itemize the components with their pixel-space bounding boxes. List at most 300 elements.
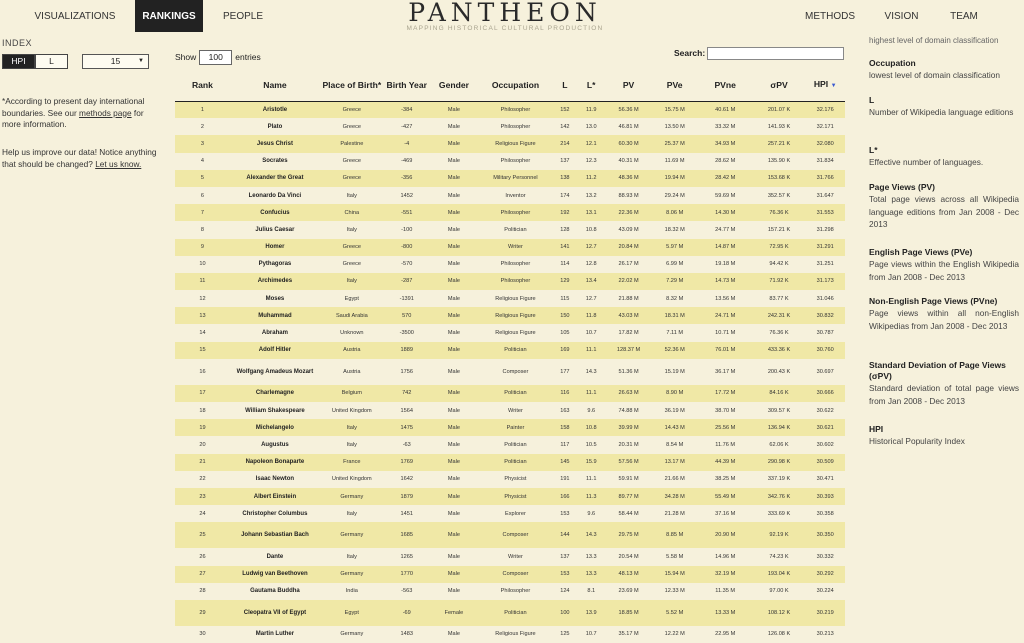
- cell-l: 100: [553, 600, 577, 626]
- col-gender[interactable]: Gender: [430, 70, 478, 101]
- cell-gender: Male: [430, 153, 478, 170]
- cell-gender: Male: [430, 419, 478, 436]
- cell-l-star: 10.8: [577, 419, 606, 436]
- cell-pvne: 14.30 M: [698, 204, 753, 221]
- cell-pv: 17.82 M: [606, 324, 652, 341]
- cell-hpi: 32.171: [805, 118, 845, 135]
- cell-pvne: 24.77 M: [698, 221, 753, 238]
- cell-name[interactable]: Jesus Christ: [230, 135, 320, 152]
- cell-l-star: 14.3: [577, 522, 606, 548]
- cell-gender: Male: [430, 118, 478, 135]
- cell-occupation: Politician: [478, 454, 553, 471]
- cell-pvne: 17.72 M: [698, 385, 753, 402]
- cell-l: 153: [553, 566, 577, 583]
- table-header: [175, 70, 845, 101]
- cell-pvne: 20.90 M: [698, 522, 753, 548]
- cell-l: 105: [553, 324, 577, 341]
- cell-l: 124: [553, 583, 577, 600]
- cell-sigma-pv: 433.36 K: [753, 342, 806, 359]
- cell-l-star: 15.9: [577, 454, 606, 471]
- cell-pve: 52.36 M: [652, 342, 698, 359]
- cell-name[interactable]: Cleopatra VII of Egypt: [230, 600, 320, 626]
- index-hpi-button[interactable]: HPI: [2, 54, 35, 69]
- cell-name[interactable]: Socrates: [230, 153, 320, 170]
- cell-name[interactable]: Alexander the Great: [230, 170, 320, 187]
- cell-place: United Kingdom: [320, 471, 384, 488]
- cell-hpi: 30.666: [805, 385, 845, 402]
- cell-sigma-pv: 92.19 K: [753, 522, 806, 548]
- cell-place: Greece: [320, 170, 384, 187]
- cell-sigma-pv: 290.98 K: [753, 454, 806, 471]
- cell-pv: 22.36 M: [606, 204, 652, 221]
- cell-pv: 26.63 M: [606, 385, 652, 402]
- cell-hpi: 32.176: [805, 101, 845, 118]
- pantheon-logo[interactable]: [380, 0, 630, 32]
- cell-pv: 20.31 M: [606, 436, 652, 453]
- nav-rankings[interactable]: RANKINGS: [135, 0, 203, 32]
- cell-occupation: Religious Figure: [478, 307, 553, 324]
- entries-select[interactable]: 100: [199, 50, 232, 65]
- cell-pvne: 10.71 M: [698, 324, 753, 341]
- cell-l-star: 11.2: [577, 170, 606, 187]
- cell-l-star: 11.1: [577, 385, 606, 402]
- cell-gender: Male: [430, 307, 478, 324]
- cell-rank: 6: [175, 187, 230, 204]
- cell-hpi: 30.292: [805, 566, 845, 583]
- cell-occupation: Philosopher: [478, 118, 553, 135]
- cell-rank: 23: [175, 488, 230, 505]
- cell-l-star: 11.3: [577, 488, 606, 505]
- cell-occupation: Composer: [478, 566, 553, 583]
- cell-occupation: Writer: [478, 402, 553, 419]
- cell-birth-year: 1452: [384, 187, 430, 204]
- cell-pve: 8.90 M: [652, 385, 698, 402]
- table-row[interactable]: [175, 626, 845, 643]
- cell-birth-year: 1685: [384, 522, 430, 548]
- cell-l: 152: [553, 101, 577, 118]
- table-row[interactable]: [175, 454, 845, 471]
- cell-gender: Male: [430, 101, 478, 118]
- cell-pvne: 32.19 M: [698, 566, 753, 583]
- cell-birth-year: 1483: [384, 626, 430, 643]
- cell-pve: 21.66 M: [652, 471, 698, 488]
- cell-gender: Male: [430, 273, 478, 290]
- cell-pvne: 22.95 M: [698, 626, 753, 643]
- cell-sigma-pv: 337.19 K: [753, 471, 806, 488]
- cell-l-star: 14.3: [577, 359, 606, 385]
- table-row[interactable]: [175, 101, 845, 118]
- cell-l-star: 8.1: [577, 583, 606, 600]
- table-row[interactable]: [175, 221, 845, 238]
- cell-pvne: 76.01 M: [698, 342, 753, 359]
- cell-name[interactable]: Martin Luther: [230, 626, 320, 643]
- entries-label: entries: [235, 51, 261, 62]
- cell-hpi: 31.298: [805, 221, 845, 238]
- cell-gender: Male: [430, 290, 478, 307]
- col-rank[interactable]: Rank: [175, 70, 230, 101]
- cell-pv: 43.09 M: [606, 221, 652, 238]
- cell-pvne: 55.49 M: [698, 488, 753, 505]
- table-row[interactable]: [175, 135, 845, 152]
- cell-name[interactable]: Confucius: [230, 204, 320, 221]
- glossary-desc: Total page views across all Wikipedia language editions from Jan 2008 - Dec 2013: [869, 194, 1019, 229]
- cell-pve: 7.29 M: [652, 273, 698, 290]
- glossary-title: Page Views (PV): [869, 182, 935, 192]
- cell-sigma-pv: 136.94 K: [753, 419, 806, 436]
- cell-name[interactable]: Charlemagne: [230, 385, 320, 402]
- cell-gender: Female: [430, 600, 478, 626]
- cell-l: 174: [553, 187, 577, 204]
- nav-visualizations[interactable]: VISUALIZATIONS: [34, 11, 116, 22]
- cell-place: Greece: [320, 101, 384, 118]
- cell-rank: 7: [175, 204, 230, 221]
- boundaries-text-end: for more information.: [2, 107, 144, 129]
- cell-pv: 46.81 M: [606, 118, 652, 135]
- cell-pvne: 13.33 M: [698, 600, 753, 626]
- cell-birth-year: 1769: [384, 454, 430, 471]
- cell-occupation: Composer: [478, 522, 553, 548]
- cell-name[interactable]: Napoleon Bonaparte: [230, 454, 320, 471]
- cell-pvne: 36.17 M: [698, 359, 753, 385]
- chevron-down-icon: ▼: [138, 58, 144, 64]
- cell-name[interactable]: Homer: [230, 239, 320, 256]
- table-row[interactable]: [175, 385, 845, 402]
- cell-rank: 4: [175, 153, 230, 170]
- cell-hpi: 30.622: [805, 402, 845, 419]
- cell-occupation: Religious Figure: [478, 290, 553, 307]
- cell-name[interactable]: Pythagoras: [230, 256, 320, 273]
- boundaries-text: *According to present day international boundaries. See our: [2, 96, 145, 118]
- methods-page-link[interactable]: methods page: [79, 107, 132, 118]
- cell-name[interactable]: Wolfgang Amadeus Mozart: [230, 359, 320, 385]
- col-name[interactable]: Name: [230, 70, 320, 101]
- table-row[interactable]: [175, 488, 845, 505]
- table-row[interactable]: [175, 419, 845, 436]
- nav-team[interactable]: TEAM: [950, 11, 978, 22]
- cell-place: Greece: [320, 239, 384, 256]
- count-select[interactable]: [82, 54, 149, 69]
- cell-pvne: 11.76 M: [698, 436, 753, 453]
- cell-sigma-pv: 71.92 K: [753, 273, 806, 290]
- col-pve[interactable]: PVe: [652, 70, 698, 101]
- table-row[interactable]: [175, 324, 845, 341]
- cell-sigma-pv: 201.07 K: [753, 101, 806, 118]
- cell-gender: Male: [430, 471, 478, 488]
- cell-l: 145: [553, 454, 577, 471]
- cell-sigma-pv: 309.57 K: [753, 402, 806, 419]
- cell-l: 158: [553, 419, 577, 436]
- cell-l-star: 13.4: [577, 273, 606, 290]
- glossary-item: [869, 360, 1019, 407]
- table-row[interactable]: [175, 170, 845, 187]
- cell-rank: 20: [175, 436, 230, 453]
- col-pvne[interactable]: PVne: [698, 70, 753, 101]
- cell-sigma-pv: 242.31 K: [753, 307, 806, 324]
- glossary-item: [869, 247, 1019, 283]
- cell-birth-year: -4: [384, 135, 430, 152]
- cell-name[interactable]: Johann Sebastian Bach: [230, 522, 320, 548]
- cell-gender: Male: [430, 583, 478, 600]
- cell-birth-year: -69: [384, 600, 430, 626]
- nav-vision[interactable]: VISION: [884, 11, 919, 22]
- glossary-title: HPI: [869, 424, 884, 434]
- table-row[interactable]: [175, 566, 845, 583]
- cell-birth-year: -63: [384, 436, 430, 453]
- col-birth-year[interactable]: Birth Year: [384, 70, 430, 101]
- glossary-item: [869, 95, 1019, 119]
- cell-name[interactable]: Leonardo Da Vinci: [230, 187, 320, 204]
- table-row[interactable]: [175, 307, 845, 324]
- cell-birth-year: 1879: [384, 488, 430, 505]
- cell-pve: 11.69 M: [652, 153, 698, 170]
- cell-gender: Male: [430, 402, 478, 419]
- table-row[interactable]: [175, 204, 845, 221]
- cell-pve: 5.52 M: [652, 600, 698, 626]
- cell-pvne: 19.18 M: [698, 256, 753, 273]
- search-input[interactable]: [707, 47, 844, 60]
- cell-rank: 3: [175, 135, 230, 152]
- cell-place: Germany: [320, 522, 384, 548]
- table-row[interactable]: [175, 548, 845, 565]
- cell-l-star: 13.1: [577, 204, 606, 221]
- cell-birth-year: -3500: [384, 324, 430, 341]
- cell-pv: 39.99 M: [606, 419, 652, 436]
- cell-birth-year: 1564: [384, 402, 430, 419]
- table-row[interactable]: [175, 471, 845, 488]
- col-pv[interactable]: PV: [606, 70, 652, 101]
- cell-place: Palestine: [320, 135, 384, 152]
- cell-name[interactable]: Albert Einstein: [230, 488, 320, 505]
- table-row[interactable]: [175, 402, 845, 419]
- table-row[interactable]: [175, 600, 845, 626]
- table-row[interactable]: [175, 436, 845, 453]
- cell-name[interactable]: Christopher Columbus: [230, 505, 320, 522]
- cell-sigma-pv: 74.23 K: [753, 548, 806, 565]
- cell-l-star: 12.7: [577, 290, 606, 307]
- table-row[interactable]: [175, 522, 845, 548]
- cell-place: India: [320, 583, 384, 600]
- cell-pve: 15.19 M: [652, 359, 698, 385]
- cell-hpi: 30.471: [805, 471, 845, 488]
- cell-l-star: 13.2: [577, 187, 606, 204]
- cell-hpi: 31.766: [805, 170, 845, 187]
- cell-name[interactable]: William Shakespeare: [230, 402, 320, 419]
- cell-occupation: Composer: [478, 359, 553, 385]
- cell-birth-year: 1889: [384, 342, 430, 359]
- cell-pve: 8.06 M: [652, 204, 698, 221]
- cell-gender: Male: [430, 548, 478, 565]
- show-label: Show: [175, 51, 197, 62]
- cell-occupation: Physicist: [478, 488, 553, 505]
- cell-pvne: 24.71 M: [698, 307, 753, 324]
- cell-pv: 60.30 M: [606, 135, 652, 152]
- glossary-desc: Page views within the English Wikipedia from Jan 2008 - Dec 2013: [869, 259, 1019, 282]
- cell-occupation: Politician: [478, 600, 553, 626]
- cell-occupation: Physicist: [478, 471, 553, 488]
- cell-pve: 7.11 M: [652, 324, 698, 341]
- cell-name[interactable]: Aristotle: [230, 101, 320, 118]
- nav-people[interactable]: PEOPLE: [222, 11, 264, 22]
- cell-occupation: Politician: [478, 436, 553, 453]
- cell-name[interactable]: Archimedes: [230, 273, 320, 290]
- cell-pv: 88.93 M: [606, 187, 652, 204]
- feedback-text: Help us improve our data! Notice anything that should be changed?: [2, 147, 157, 169]
- cell-name[interactable]: Plato: [230, 118, 320, 135]
- cell-pve: 19.94 M: [652, 170, 698, 187]
- table-row[interactable]: [175, 505, 845, 522]
- col-hpi[interactable]: [805, 70, 845, 101]
- cell-l-star: 10.7: [577, 626, 606, 643]
- cell-pve: 6.99 M: [652, 256, 698, 273]
- table-row[interactable]: [175, 118, 845, 135]
- rankings-table: [175, 70, 845, 643]
- cell-rank: 13: [175, 307, 230, 324]
- cell-pv: 57.56 M: [606, 454, 652, 471]
- cell-place: Belgium: [320, 385, 384, 402]
- cell-l: 125: [553, 626, 577, 643]
- index-l-button[interactable]: L: [35, 54, 68, 69]
- table-row[interactable]: [175, 256, 845, 273]
- cell-name[interactable]: Augustus: [230, 436, 320, 453]
- cell-birth-year: -287: [384, 273, 430, 290]
- cell-sigma-pv: 97.00 K: [753, 583, 806, 600]
- cell-pve: 13.17 M: [652, 454, 698, 471]
- cell-rank: 10: [175, 256, 230, 273]
- cell-gender: Male: [430, 566, 478, 583]
- cell-hpi: 30.621: [805, 419, 845, 436]
- cell-l: 166: [553, 488, 577, 505]
- cell-birth-year: -570: [384, 256, 430, 273]
- cell-pve: 12.33 M: [652, 583, 698, 600]
- table-row[interactable]: [175, 187, 845, 204]
- cell-name[interactable]: Ludwig van Beethoven: [230, 566, 320, 583]
- cell-pve: 29.24 M: [652, 187, 698, 204]
- cell-rank: 27: [175, 566, 230, 583]
- cell-pv: 59.91 M: [606, 471, 652, 488]
- glossary-desc: Number of Wikipedia language editions: [869, 107, 1014, 117]
- cell-rank: 21: [175, 454, 230, 471]
- col-l-star[interactable]: L*: [577, 70, 606, 101]
- cell-rank: 9: [175, 239, 230, 256]
- cell-hpi: 31.834: [805, 153, 845, 170]
- cell-name[interactable]: Moses: [230, 290, 320, 307]
- cell-pve: 12.22 M: [652, 626, 698, 643]
- cell-name[interactable]: Gautama Buddha: [230, 583, 320, 600]
- count-value: 15: [110, 56, 121, 66]
- col-l[interactable]: L: [553, 70, 577, 101]
- cell-l-star: 12.3: [577, 153, 606, 170]
- table-row[interactable]: [175, 342, 845, 359]
- cell-hpi: 31.251: [805, 256, 845, 273]
- cell-place: France: [320, 454, 384, 471]
- cell-rank: 8: [175, 221, 230, 238]
- cell-birth-year: 570: [384, 307, 430, 324]
- cell-hpi: 30.393: [805, 488, 845, 505]
- cell-rank: 2: [175, 118, 230, 135]
- glossary-title: English Page Views (PVe): [869, 247, 973, 257]
- cell-l-star: 11.1: [577, 471, 606, 488]
- table-row[interactable]: [175, 239, 845, 256]
- glossary-title: L*: [869, 145, 878, 155]
- let-us-know-link[interactable]: Let us know.: [95, 158, 142, 169]
- col-sigma-pv[interactable]: σPV: [753, 70, 806, 101]
- cell-l: 142: [553, 118, 577, 135]
- table-row[interactable]: [175, 583, 845, 600]
- cell-name[interactable]: Dante: [230, 548, 320, 565]
- cell-name[interactable]: Muhammad: [230, 307, 320, 324]
- cell-l-star: 9.6: [577, 505, 606, 522]
- logo-title: PANTHEON: [408, 0, 602, 27]
- glossary-item: [869, 58, 1019, 82]
- table-row[interactable]: [175, 273, 845, 290]
- cell-l-star: 13.9: [577, 600, 606, 626]
- cell-gender: Male: [430, 359, 478, 385]
- col-occupation[interactable]: Occupation: [478, 70, 553, 101]
- col-hpi-label: HPI: [813, 79, 829, 90]
- cell-pv: 22.02 M: [606, 273, 652, 290]
- cell-l-star: 10.7: [577, 324, 606, 341]
- cell-pvne: 11.35 M: [698, 583, 753, 600]
- cell-name[interactable]: Michelangelo: [230, 419, 320, 436]
- cell-place: Italy: [320, 436, 384, 453]
- cell-occupation: Philosopher: [478, 204, 553, 221]
- cell-l-star: 13.3: [577, 548, 606, 565]
- search-box: [674, 47, 844, 60]
- cell-l: 169: [553, 342, 577, 359]
- cell-occupation: Painter: [478, 419, 553, 436]
- glossary-desc: Standard deviation of total page views from Jan 2008 - Dec 2013: [869, 383, 1019, 406]
- cell-name[interactable]: Adolf Hitler: [230, 342, 320, 359]
- cell-sigma-pv: 108.12 K: [753, 600, 806, 626]
- cell-occupation: Politician: [478, 221, 553, 238]
- table-row[interactable]: [175, 153, 845, 170]
- cell-place: Italy: [320, 505, 384, 522]
- cell-l-star: 10.5: [577, 436, 606, 453]
- cell-pvne: 13.56 M: [698, 290, 753, 307]
- table-row[interactable]: [175, 290, 845, 307]
- cell-pve: 34.28 M: [652, 488, 698, 505]
- cell-gender: Male: [430, 488, 478, 505]
- cell-name[interactable]: Abraham: [230, 324, 320, 341]
- cell-gender: Male: [430, 221, 478, 238]
- cell-l: 114: [553, 256, 577, 273]
- cell-name[interactable]: Julius Caesar: [230, 221, 320, 238]
- glossary-desc: lowest level of domain classification: [869, 70, 1000, 80]
- cell-l: 137: [553, 153, 577, 170]
- cell-place: Austria: [320, 359, 384, 385]
- cell-occupation: Inventor: [478, 187, 553, 204]
- glossary-cut-text: highest level of domain classification: [869, 36, 999, 45]
- cell-sigma-pv: 333.69 K: [753, 505, 806, 522]
- cell-hpi: 30.332: [805, 548, 845, 565]
- nav-methods[interactable]: METHODS: [805, 11, 855, 22]
- cell-gender: Male: [430, 170, 478, 187]
- cell-sigma-pv: 193.04 K: [753, 566, 806, 583]
- cell-pv: 89.77 M: [606, 488, 652, 505]
- cell-occupation: Writer: [478, 239, 553, 256]
- cell-l: 163: [553, 402, 577, 419]
- table-row[interactable]: [175, 359, 845, 385]
- cell-name[interactable]: Isaac Newton: [230, 471, 320, 488]
- cell-hpi: 30.213: [805, 626, 845, 643]
- cell-occupation: Writer: [478, 548, 553, 565]
- cell-pv: 43.03 M: [606, 307, 652, 324]
- cell-l: 128: [553, 221, 577, 238]
- col-place-of-birth[interactable]: Place of Birth*: [320, 70, 384, 101]
- cell-sigma-pv: 157.21 K: [753, 221, 806, 238]
- cell-occupation: Explorer: [478, 505, 553, 522]
- sort-desc-icon: ▼: [830, 83, 837, 90]
